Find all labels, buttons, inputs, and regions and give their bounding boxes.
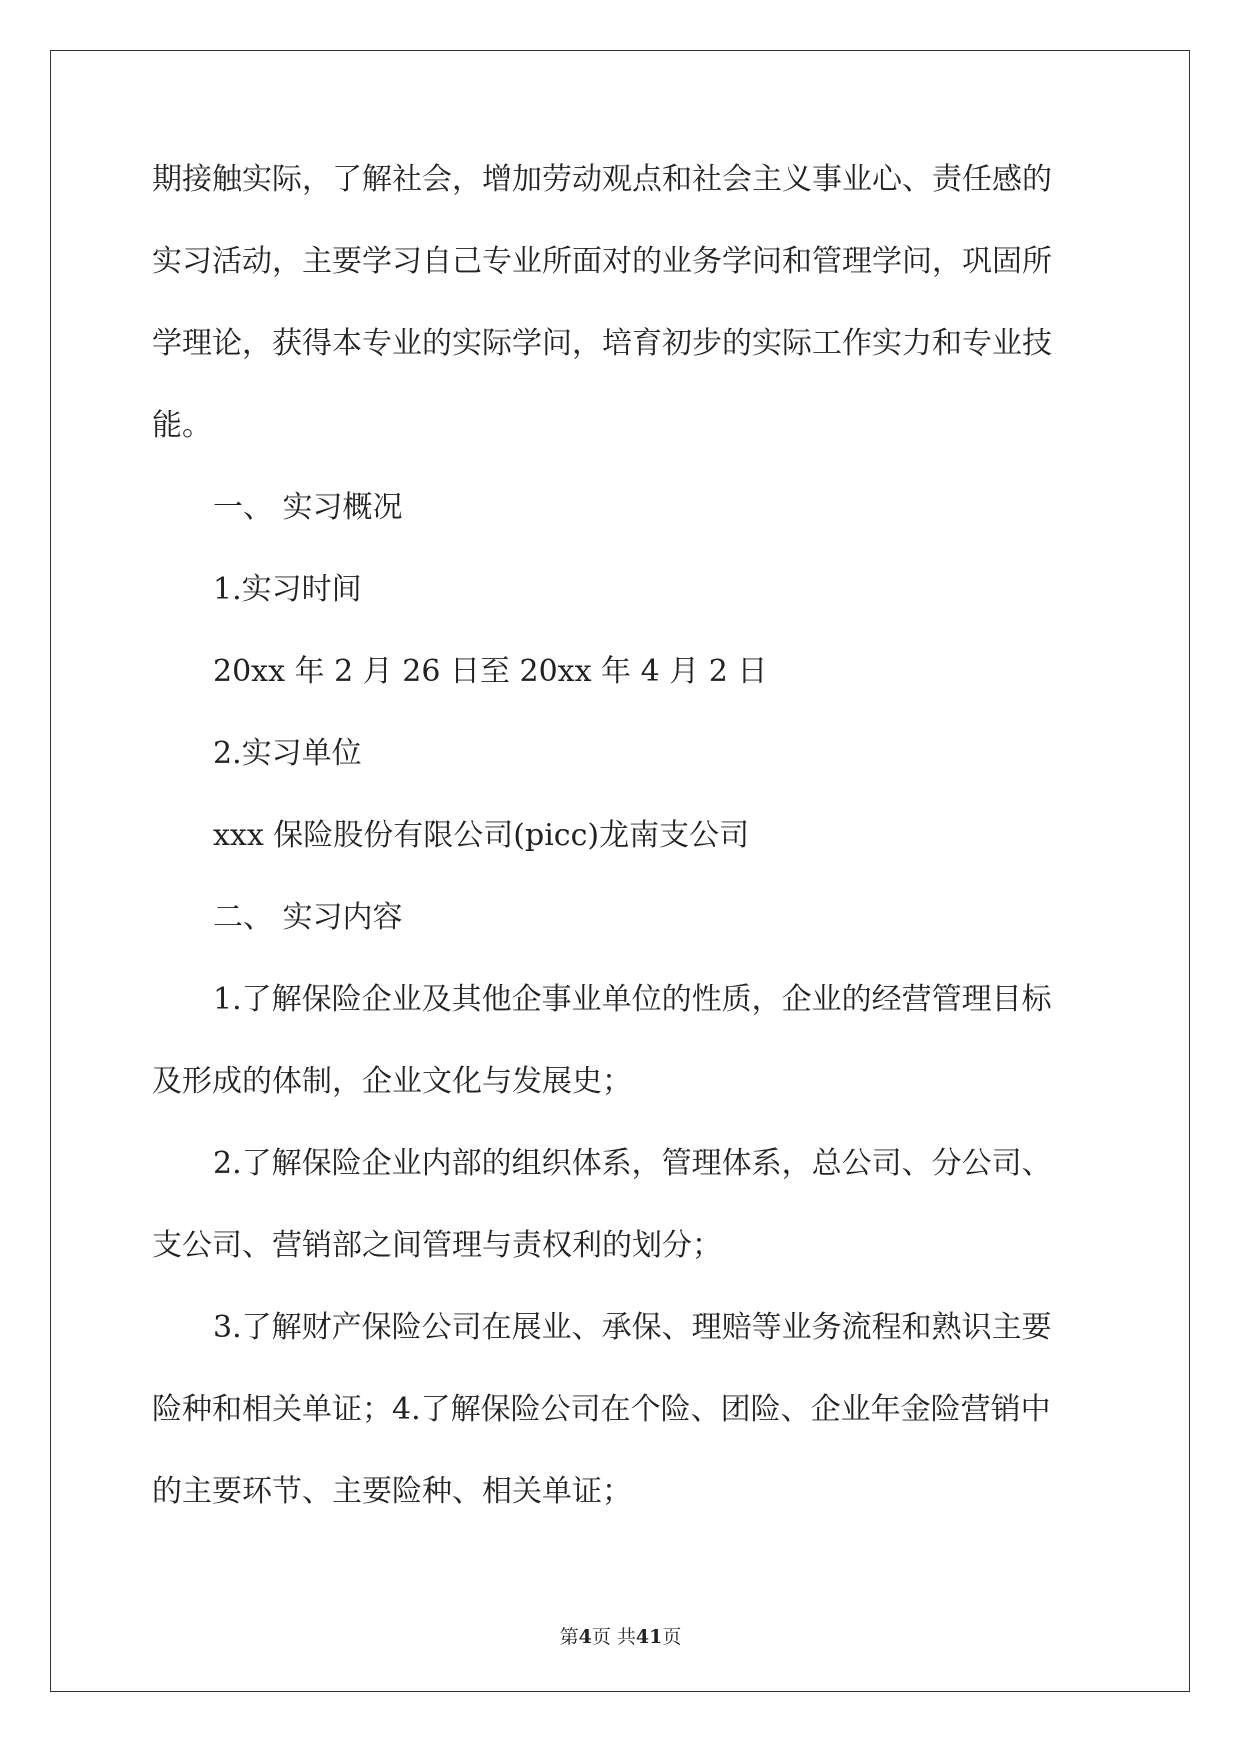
text-line: 2.了解保险企业内部的组织体系，管理体系，总公司、分公司、 [213, 1146, 1052, 1181]
text-line: 1.了解保险企业及其他企事业单位的性质，企业的经营管理目标 [213, 982, 1052, 1017]
text-line: 学理论，获得本专业的实际学问，培育初步的实际工作实力和专业技 [152, 326, 1052, 361]
text-line: 1.实习时间 [213, 572, 362, 607]
text-line: 二、 实习内容 [213, 900, 403, 935]
text-line: 险种和相关单证；4.了解保险公司在个险、团险、企业年金险营销中 [152, 1392, 1051, 1427]
footer-prefix: 第 [559, 1626, 579, 1648]
footer-middle: 页 共 [591, 1626, 636, 1648]
text-line: 一、 实习概况 [213, 490, 403, 525]
text-line: 及形成的体制，企业文化与发展史； [152, 1064, 632, 1099]
text-line: 实习活动，主要学习自己专业所面对的业务学问和管理学问，巩固所 [152, 244, 1052, 279]
text-line: 支公司、营销部之间管理与责权利的划分； [152, 1228, 722, 1263]
text-line: xxx 保险股份有限公司(picc)龙南支公司 [213, 818, 750, 853]
text-line: 能。 [152, 408, 212, 443]
text-line: 的主要环节、主要险种、相关单证； [152, 1474, 632, 1509]
document-body [152, 160, 1087, 1554]
current-page-number: 4 [578, 1626, 592, 1648]
text-line: 20xx 年 2 月 26 日至 20xx 年 4 月 2 日 [213, 654, 768, 689]
footer-suffix: 页 [662, 1626, 682, 1648]
text-line: 2.实习单位 [213, 736, 362, 771]
text-line: 3.了解财产保险公司在展业、承保、理赔等业务流程和熟识主要 [213, 1310, 1052, 1345]
total-page-count: 41 [635, 1626, 663, 1648]
page-footer [0, 1622, 1241, 1649]
text-line: 期接触实际，了解社会，增加劳动观点和社会主义事业心、责任感的 [152, 162, 1052, 197]
